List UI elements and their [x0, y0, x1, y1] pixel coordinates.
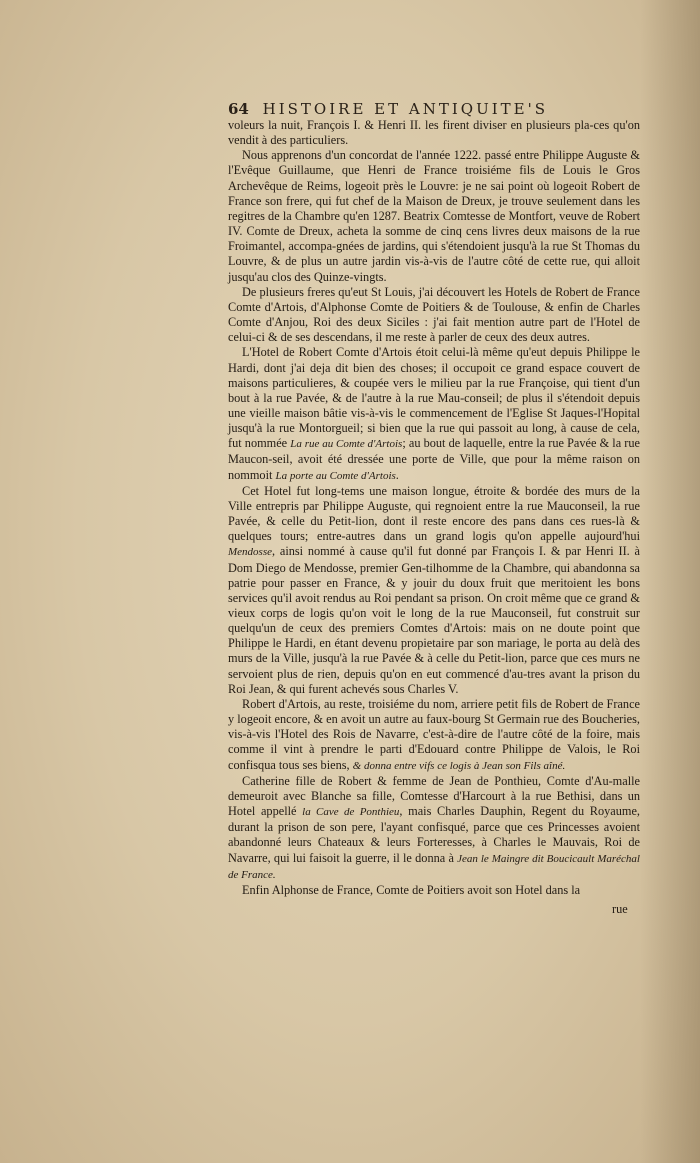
paragraph [228, 285, 640, 346]
text-run: , mais Charles Dauphin, Regent du Royaume, durant la prison de son pere, l'ayant confisqué, parce que ces Princesses avoient abandonné leurs Chateaux & leurs Forteresses, à Charles le Mauvais, Roi de Navarre, qui lui faisoit la guerre, il le donna à [228, 804, 640, 865]
italic-phrase: la Cave de Ponthieu [302, 806, 400, 819]
paragraph [228, 697, 640, 774]
text-run: Catherine fille de Robert & femme de Jean de Ponthieu, Comte d'Au-malle demeuroit avec Blanche sa fille, Comtesse d'Harcourt à la rue Bethisi, dans un Hotel appellé [228, 773, 640, 819]
text-run: voleurs la nuit, François I. & Henri II. les firent diviser en plusieurs pla-ces qu'on vendit à des particuliers. [228, 118, 640, 148]
text-run: ; au bout de laquelle, entre la rue Pavée & la rue Maucon-seil, avoit été dressée une porte de Ville, que pour la même raison on nommoit [228, 436, 640, 482]
text-run: Cet Hotel fut long-tems une maison longue, étroite & bordée des murs de la Ville entrepris par Philippe Auguste, qui regnoient entre la rue Mauconseil, la rue Pavée, & celle du Petit-lion, dont il reste encore des pans dans ces rues-là & quelques tours; entre-autres dans un grand logis qu'on appelle aujourd'hui [228, 483, 640, 544]
paragraph [228, 774, 640, 883]
page-header [228, 100, 548, 118]
text-run: Robert d'Artois, au reste, troisiéme du nom, arriere petit fils de Robert de France y logeoit encore, & en avoit un autre au faux-bourg St Germain rue des Boucheries, vis-à-vis l'Hotel des Rois de Navarre, c'est-à-dire de l'autre côté de la foire, mais comme il vint à prendre le parti d'Edouard contre Philippe de Valois, le Roi confisqua tous ses biens, [228, 696, 640, 772]
text-run: L'Hotel de Robert Comte d'Artois étoit celui-là même qu'eut depuis Philippe le Hardi, dont j'ai deja dit bien des choses; il occupoit ce grand espace couvert de maisons particulieres, & coupée vers le milieu par la rue Françoise, qui tient d'un bout à la rue Pavée, & de l'autre à la rue Mau-conseil; de plus il s'étendoit depuis une vieille maison bâtie vis-à-vis le commencement de l'Eglise St Jaques-l'Hopital jusqu'à la rue Montorgueil; si bien que la rue qui passoit au long, à cause de cela, fut nommée [228, 345, 640, 451]
text-run: . [395, 467, 399, 482]
text-run: , ainsi nommé à cause qu'il fut donné par François I. & par Henri II. à Dom Diego de Mendosse, premier Gen-tilhomme de la Chambre, qui abandonna sa patrie pour passer en France, & y jouir du doux fruit que meritoient les bons services qu'il avoit rendus au Roi pendant sa prison. On croit même que ce grand & vieux corps de logis qu'on voit le long de la rue Mauconseil, fut construit sur quelqu'un de ceux des premiers Comtes d'Artois: mais on ne doute point que Philippe le Hardi, en étant devenu propietaire par son mariage, le porta au delà des murs de la Ville, jusqu'à la rue Pavée & à celle du Petit-lion, parce que ces murs ne servoient plus de rien, depuis qu'on en eut commencé d'au-tres avant la prison du Roi Jean, & qui furent achevés sous Charles V. [228, 544, 640, 696]
paragraph [228, 883, 640, 898]
body-text [228, 118, 640, 898]
paragraph [228, 148, 640, 284]
italic-phrase: La porte au Comte d'Artois [275, 469, 396, 482]
paragraph [228, 345, 640, 483]
italic-phrase: & donna entre vifs ce logis à Jean son Fils aîné. [352, 759, 566, 772]
italic-phrase: Mendosse [228, 546, 272, 559]
text-run: Enfin Alphonse de France, Comte de Poitiers avoit son Hotel dans la [242, 882, 581, 897]
paragraph [228, 118, 640, 148]
italic-phrase: La rue au Comte d'Artois [290, 438, 403, 451]
page-number: 64 [228, 100, 249, 118]
running-title: HISTOIRE ET ANTIQUITE'S [262, 100, 548, 118]
text-run: Nous apprenons d'un concordat de l'année 1222. passé entre Philippe Auguste & l'Evêque Guillaume, que Henri de France troisiéme fils de Louis le Gros Archevêque de Reims, logeoit près le Louvre: je ne sai point où logeoit Robert de France son frere, qui fut chef de la Maison de Dreux, je trouve seulement dans les regitres de la Chambre qu'en 1287. Beatrix Comtesse de Montfort, veuve de Robert IV. Comte de Dreux, acheta la somme de cinq cens livres deux maisons de la rue Froimantel, accompa-gnées de jardins, qui s'étendoient jusqu'à la rue St Thomas du Louvre, & de plus un autre jardin vis-à-vis de l'autre côté de cette rue, qui alloit jusqu'au clos des Quinze-vingts. [228, 148, 640, 284]
italic-phrase: Jean le Maingre dit Boucicault Maréchal de France. [228, 852, 640, 881]
catchword: rue [612, 902, 628, 916]
paragraph [228, 484, 640, 697]
text-run: De plusieurs freres qu'eut St Louis, j'ai découvert les Hotels de Robert de France Comte d'Artois, d'Alphonse Comte de Poitiers & de Toulouse, & enfin de Charles Comte d'Anjou, Roi des deux Siciles : j'ai fait mention autre part de l'Hotel de celui-ci & de ses descendans, il me reste à parler de ceux des deux autres. [228, 284, 640, 345]
